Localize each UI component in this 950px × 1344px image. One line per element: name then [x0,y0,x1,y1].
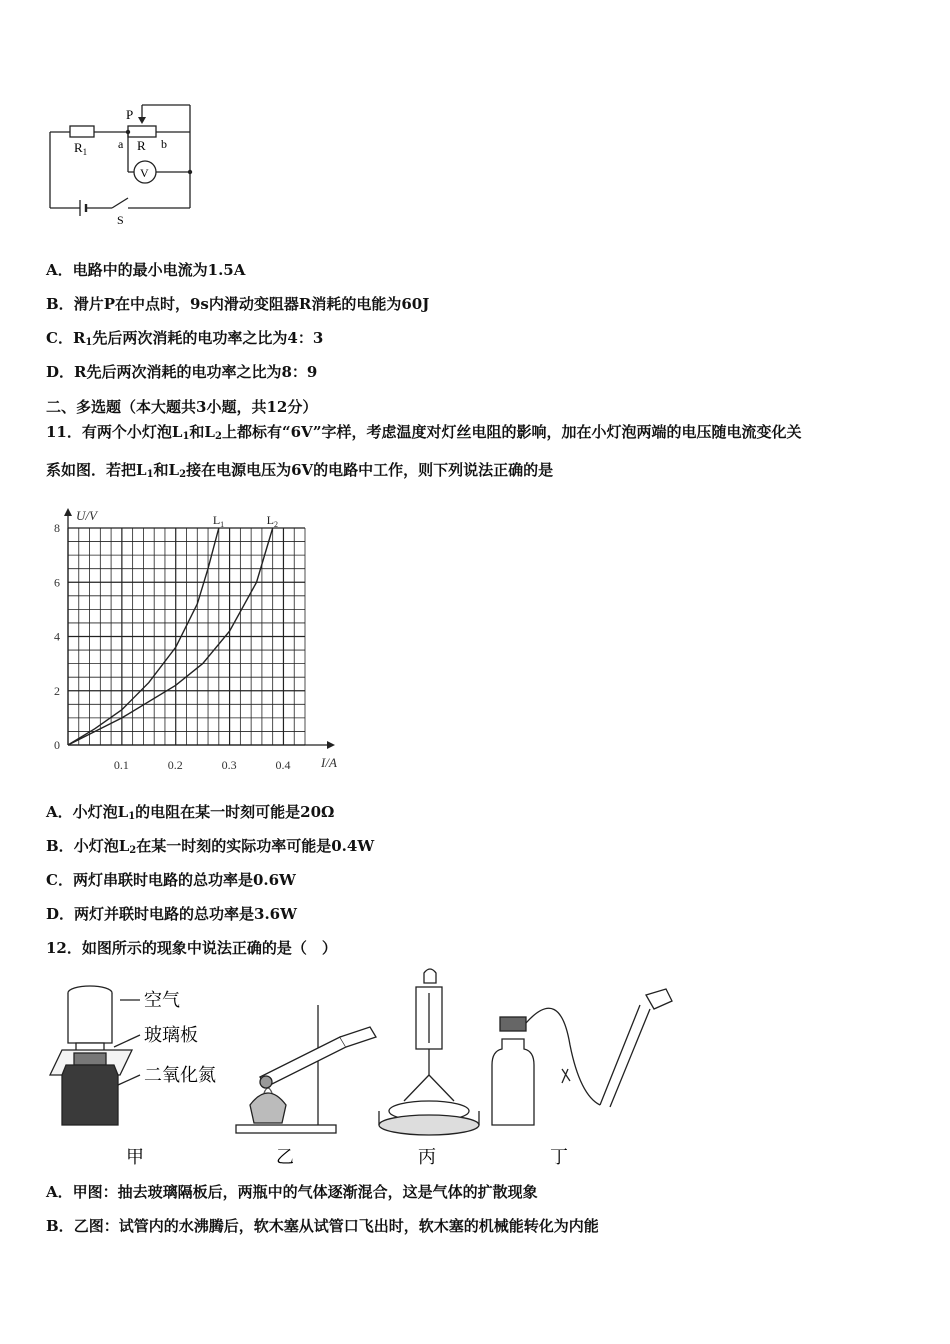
callout-no2: 二氧化氮 [144,1065,216,1086]
x-tick-label: 0.2 [167,758,183,772]
q10-option-b: B．滑片P在中点时，9s内滑动变阻器R消耗的电能为60J [46,295,430,313]
q10-option-d: D．R先后两次消耗的电功率之比为8：9 [46,363,318,381]
q11-stem-line1: 11．有两个小灯泡$L_1$和$L_2$上都标有“6V”字样，考虑温度对灯丝电阻的影响，加在小灯泡两端的电压随电流变化关 [46,423,802,442]
rheostat-r [128,126,156,137]
x-tick-label: 0.3 [221,758,237,772]
label-a: a [118,137,124,151]
label-r: R [137,138,146,153]
y-axis-label: U/V [76,508,97,523]
x-tick-label: 0.4 [275,758,291,772]
figure-jia [50,986,140,1125]
figure-bing [379,969,479,1135]
figure-yi [236,1005,376,1133]
q10-option-a: A．电路中的最小电流为1.5A [46,261,246,279]
q11-option-a: A．小灯泡$L_1$的电阻在某一时刻可能是20Ω [46,803,335,822]
callout-glass-plate: 玻璃板 [144,1025,198,1046]
x-tick-label: 0.1 [113,758,129,772]
figure-label-jia: 甲 [126,1147,144,1168]
label-v: V [140,166,149,180]
q12-option-b: B．乙图：试管内的水沸腾后，软木塞从试管口飞出时，软木塞的机械能转化为内能 [46,1217,599,1235]
q11-option-b: B．小灯泡$L_2$在某一时刻的实际功率可能是0.4W [46,837,375,856]
label-b: b [161,137,167,151]
figure-ding [492,989,672,1125]
series-label-l2: $L_2$ [266,513,279,529]
y-tick-label: 6 [54,575,60,590]
q12-stem: 12．如图所示的现象中说法正确的是（ ） [46,939,337,957]
label-s: S [117,213,124,227]
label-p: P [126,107,134,122]
experiment-figures [40,965,680,1175]
label-r1: $R_1$ [74,140,88,157]
circuit-diagram [40,100,210,230]
callout-air: 空气 [144,990,180,1011]
ui-graph [40,500,350,780]
y-tick-label: 0 [54,738,60,752]
figure-label-ding: 丁 [550,1147,568,1168]
x-axis-arrow [327,741,335,749]
q10-option-c: C．$R_1$先后两次消耗的电功率之比为4：3 [46,329,324,348]
figure-label-yi: 乙 [276,1147,294,1168]
y-tick-label: 8 [54,521,60,535]
series-label-l1: $L_1$ [212,513,225,529]
section-heading: 二、多选题（本大题共3小题，共12分） [46,398,318,416]
figure-label-bing: 丙 [418,1147,436,1168]
y-axis-arrow [64,508,72,516]
q11-option-d: D．两灯并联时电路的总功率是3.6W [46,905,297,923]
resistor-r1 [70,126,94,137]
q11-stem-line2: 系如图．若把$L_1$和$L_2$接在电源电压为6V的电路中工作，则下列说法正确的是 [46,461,554,480]
y-tick-label: 2 [54,683,60,698]
x-axis-label: I/A [321,755,337,770]
q11-option-c: C．两灯串联时电路的总功率是0.6W [46,871,296,889]
q12-option-a: A．甲图：抽去玻璃隔板后，两瓶中的气体逐渐混合，这是气体的扩散现象 [46,1183,538,1201]
y-tick-label: 4 [54,629,60,644]
